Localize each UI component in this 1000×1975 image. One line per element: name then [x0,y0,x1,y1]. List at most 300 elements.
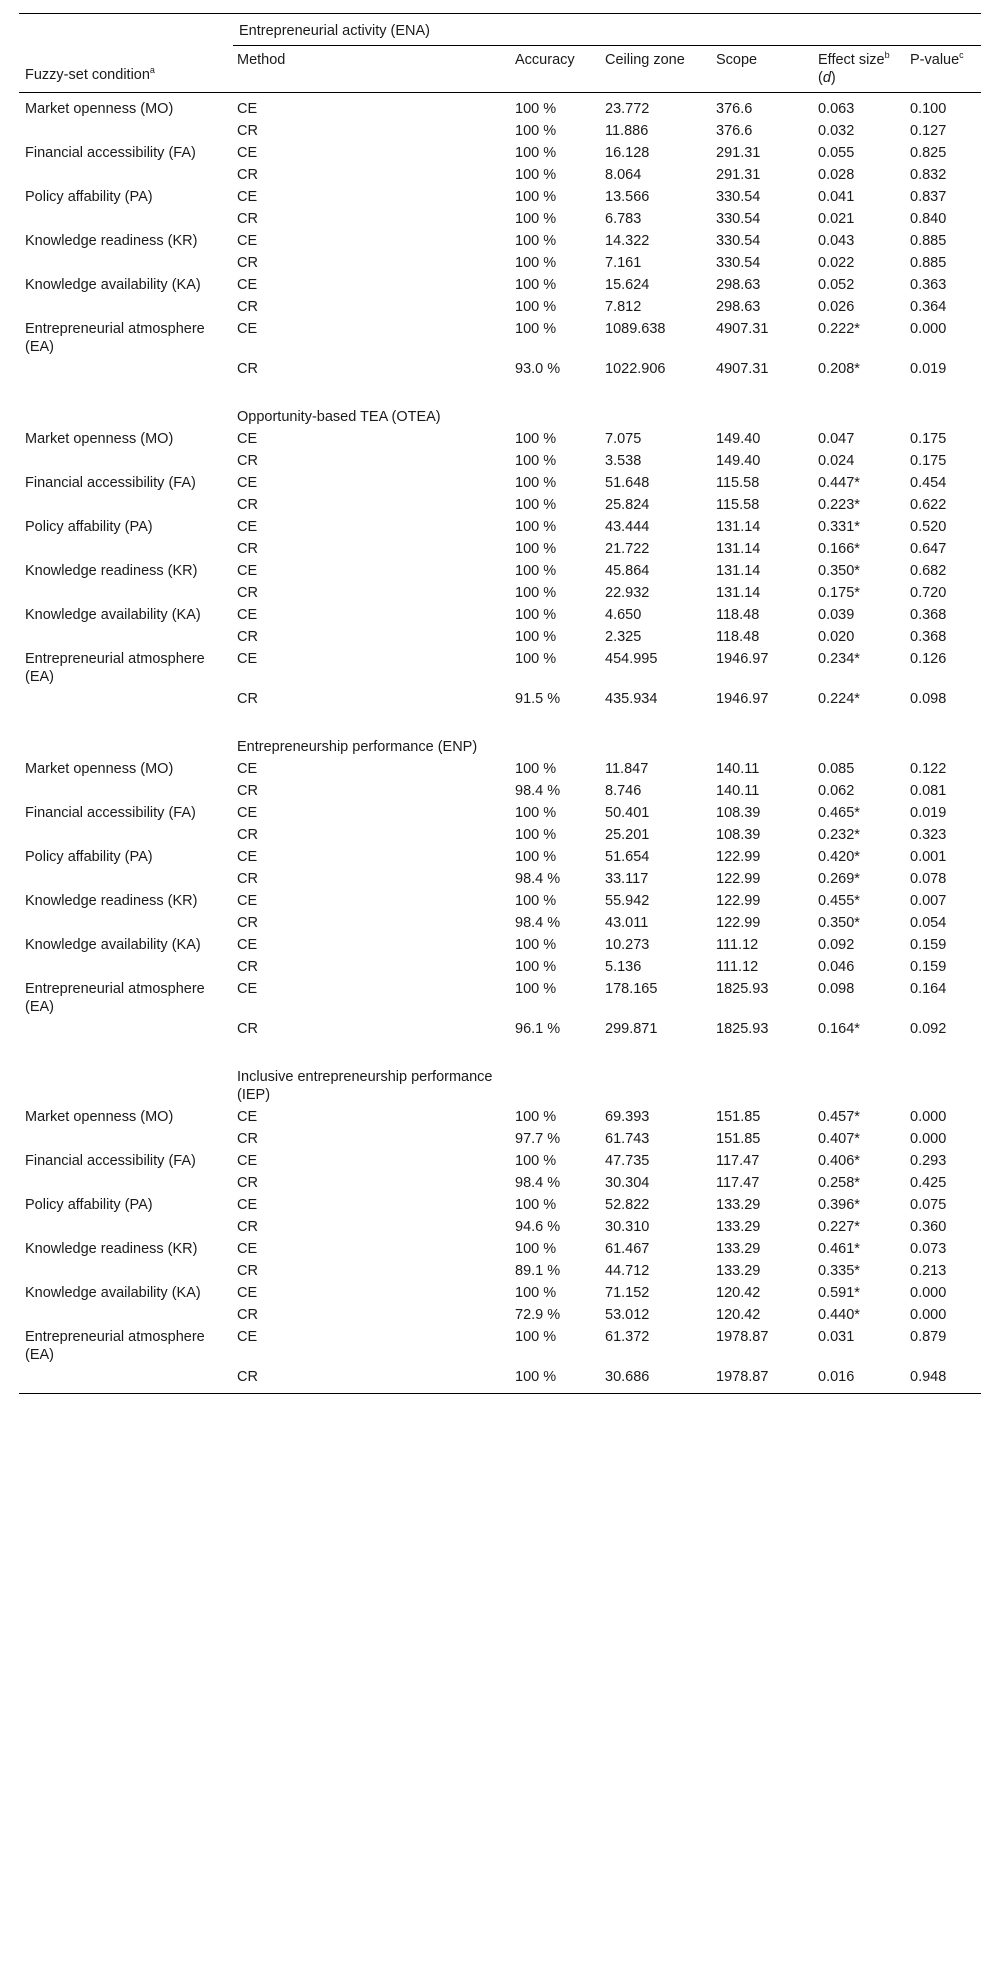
cell-method: CE [237,189,258,205]
cell-scope: 122.99 [716,893,761,909]
section-heading-blank [712,734,814,760]
cell-accuracy-text: 100 % [515,431,557,447]
cell-condition [19,254,233,276]
nca-results-table [19,13,981,1394]
cell-condition: Market openness (MO) [25,1109,174,1125]
table-row [19,584,981,606]
cell-effect-size: 0.269* [818,871,860,887]
cell-scope: 1825.93 [716,1021,769,1037]
section-heading-blank [906,404,981,430]
cell-ceiling-zone: 5.136 [605,959,642,975]
cell-accuracy-text: 100 % [515,497,557,513]
cell-accuracy-text: 97.7 % [515,1131,561,1147]
cell-accuracy [511,870,601,892]
table-row [19,1262,981,1284]
cell-accuracy [511,232,601,254]
cell-accuracy [511,914,601,936]
footnote-b-marker: b [884,50,890,60]
cell-condition: Entrepreneurial atmosphere (EA) [25,1329,205,1363]
cell-effect-size: 0.016 [814,1368,906,1394]
cell-p-value [906,826,981,848]
table-row [19,782,981,804]
section-heading-blank [814,734,906,760]
cell-condition: Knowledge readiness (KR) [25,893,198,909]
cell-p-value [906,1152,981,1174]
cell-effect-size: 0.063 [818,101,855,117]
cell-ceiling-zone: 61.467 [605,1241,650,1257]
cell-accuracy-text: 100 % [515,167,557,183]
cell-p-value [906,914,981,936]
cell-condition: Policy affability (PA) [25,849,153,865]
cell-ceiling-zone: 55.942 [605,893,650,909]
cell-effect-size: 0.175* [818,585,860,601]
cell-p-value-text: 0.019 [910,361,947,377]
cell-p-value [906,254,981,276]
cell-p-value [906,93,981,123]
cell-effect-size: 0.026 [818,299,855,315]
table-row [19,1152,981,1174]
cell-ceiling-zone: 7.161 [605,255,642,271]
nca-results-table-wrapper [19,13,981,1394]
cell-accuracy [511,562,601,584]
table-row [19,166,981,188]
cell-accuracy-text: 100 % [515,541,557,557]
cell-p-value [906,1262,981,1284]
cell-p-value [906,760,981,782]
cell-accuracy-text: 100 % [515,1197,557,1213]
cell-accuracy [511,804,601,826]
cell-condition: Market openness (MO) [25,101,174,117]
cell-ceiling-zone: 435.934 [605,691,658,707]
cell-condition: Financial accessibility (FA) [25,805,196,821]
cell-scope: 122.99 [716,849,761,865]
cell-accuracy-text: 100 % [515,607,557,623]
cell-accuracy-text: 100 % [515,827,557,843]
cell-p-value-text: 0.825 [910,145,947,161]
table-row [19,430,981,452]
cell-effect-size: 0.032 [818,123,855,139]
cell-condition [19,628,233,650]
cell-effect-size: 0.224* [818,691,860,707]
cell-scope: 1946.97 [716,651,769,667]
section-heading-blank [712,404,814,430]
cell-p-value-text: 0.000 [910,1285,947,1301]
cell-effect-size: 0.461* [818,1241,860,1257]
cell-p-value [906,496,981,518]
cell-condition [19,1368,233,1394]
cell-accuracy [511,540,601,562]
table-row [19,826,981,848]
table-row [19,452,981,474]
cell-p-value-text: 0.092 [910,1021,947,1037]
cell-ceiling-zone: 43.011 [605,915,649,931]
section-heading-blank [906,1064,981,1108]
cell-p-value [906,958,981,980]
cell-effect-size: 0.028 [818,167,855,183]
table-row [19,690,981,712]
cell-p-value [906,452,981,474]
cell-ceiling-zone: 69.393 [605,1109,650,1125]
cell-scope: 133.29 [716,1263,761,1279]
cell-accuracy [511,1306,601,1328]
cell-effect-size: 0.457* [818,1109,860,1125]
cell-p-value-text: 0.885 [910,233,947,249]
cell-method: CR [237,1021,258,1037]
cell-scope: 1946.97 [716,691,769,707]
table-row [19,1174,981,1196]
table-row [19,1196,981,1218]
cell-ceiling-zone: 61.372 [605,1329,650,1345]
cell-method: CR [237,299,258,315]
cell-method: CE [237,431,258,447]
table-row [19,232,981,254]
table-row [19,804,981,826]
cell-effect-size: 0.465* [818,805,860,821]
cell-accuracy [511,980,601,1020]
cell-condition [19,166,233,188]
cell-p-value-text: 0.081 [910,783,947,799]
cell-scope: 4907.31 [716,361,769,377]
cell-accuracy-text: 100 % [515,255,557,271]
cell-p-value [906,690,981,712]
cell-method: CR [237,1131,258,1147]
table-row [19,122,981,144]
cell-method: CE [237,1241,258,1257]
cell-method: CE [237,321,258,337]
cell-ceiling-zone: 10.273 [605,937,650,953]
cell-method: CR [237,123,258,139]
cell-p-value-text: 0.293 [910,1153,947,1169]
cell-condition [19,298,233,320]
cell-accuracy-text: 98.4 % [515,783,561,799]
cell-ceiling-zone: 23.772 [605,101,650,117]
cell-accuracy [511,122,601,144]
cell-accuracy [511,298,601,320]
cell-condition: Knowledge readiness (KR) [25,563,198,579]
table-row [19,144,981,166]
cell-p-value [906,1284,981,1306]
cell-scope: 330.54 [716,211,761,227]
cell-method: CR [237,915,258,931]
cell-p-value [906,1368,981,1394]
cell-p-value [906,1196,981,1218]
cell-ceiling-zone: 44.712 [605,1263,650,1279]
cell-condition: Knowledge availability (KA) [25,1285,201,1301]
cell-condition [19,1218,233,1240]
cell-ceiling-zone: 25.824 [605,497,650,513]
table-row [19,870,981,892]
cell-p-value [906,650,981,690]
cell-ceiling-zone: 13.566 [605,189,650,205]
cell-scope: 131.14 [716,585,761,601]
cell-accuracy-text: 100 % [515,321,557,337]
table-row [19,628,981,650]
cell-accuracy-text: 100 % [515,563,557,579]
cell-p-value [906,584,981,606]
cell-scope: 111.12 [716,937,759,953]
cell-condition [19,1306,233,1328]
header-condition-label: Fuzzy-set condition [25,67,150,83]
cell-p-value [906,1108,981,1130]
cell-accuracy [511,210,601,232]
cell-accuracy [511,892,601,914]
cell-accuracy-text: 100 % [515,189,557,205]
cell-p-value-text: 0.007 [910,893,947,909]
cell-accuracy-text: 72.9 % [515,1307,561,1323]
cell-p-value-text: 0.213 [910,1263,947,1279]
cell-condition [19,1020,233,1042]
cell-p-value-text: 0.122 [910,761,947,777]
cell-accuracy [511,254,601,276]
cell-accuracy-text: 100 % [515,937,557,953]
cell-accuracy-text: 100 % [515,981,557,997]
cell-p-value [906,1174,981,1196]
cell-accuracy-text: 100 % [515,1329,557,1345]
table-row [19,1306,981,1328]
cell-accuracy [511,606,601,628]
section-heading-blank [814,404,906,430]
cell-condition [19,1174,233,1196]
cell-method: CE [237,475,258,491]
cell-accuracy-text: 100 % [515,519,557,535]
table-row [19,210,981,232]
cell-p-value [906,210,981,232]
cell-effect-size: 0.591* [818,1285,860,1301]
cell-accuracy-text: 100 % [515,453,557,469]
cell-p-value-text: 0.000 [910,321,947,337]
cell-effect-size: 0.447* [818,475,860,491]
cell-condition [19,1130,233,1152]
cell-condition: Knowledge availability (KA) [25,937,201,953]
table-row [19,360,981,382]
table-row [19,1108,981,1130]
cell-p-value [906,474,981,496]
cell-effect-size: 0.227* [818,1219,860,1235]
section-heading-blank [19,404,233,430]
cell-p-value-text: 0.075 [910,1197,947,1213]
cell-method: CR [237,361,258,377]
section-heading-blank [601,1064,712,1108]
cell-accuracy [511,1218,601,1240]
cell-p-value-text: 0.885 [910,255,947,271]
cell-condition: Entrepreneurial atmosphere (EA) [25,321,205,355]
cell-effect-size: 0.052 [818,277,855,293]
cell-scope: 291.31 [716,167,761,183]
table-row [19,474,981,496]
cell-method: CE [237,981,258,997]
cell-ceiling-zone: 52.822 [605,1197,650,1213]
table-row [19,1368,981,1394]
cell-p-value [906,1328,981,1368]
cell-p-value [906,1020,981,1042]
cell-ceiling-zone: 7.812 [605,299,642,315]
cell-accuracy-text: 100 % [515,893,557,909]
cell-p-value-text: 0.127 [910,123,947,139]
cell-scope: 122.99 [716,915,761,931]
header-effect-d-open: ( [818,70,823,86]
cell-condition [19,540,233,562]
cell-effect-size: 0.098 [818,981,855,997]
cell-method: CE [237,1109,258,1125]
cell-scope: 330.54 [716,255,761,271]
cell-scope: 140.11 [716,783,760,799]
cell-accuracy-text: 100 % [515,1153,557,1169]
header-method: Method [237,52,286,68]
cell-method: CE [237,1329,258,1345]
header-effect-d-close: ) [830,70,836,86]
cell-p-value [906,298,981,320]
cell-p-value-text: 0.837 [910,189,947,205]
section-heading-row [19,1064,981,1108]
cell-p-value [906,144,981,166]
cell-effect-size: 0.055 [818,145,855,161]
cell-effect-size: 0.046 [818,959,855,975]
cell-method: CE [237,563,258,579]
cell-effect-size: 0.039 [818,607,855,623]
cell-condition: Entrepreneurial atmosphere (EA) [25,651,205,685]
cell-method: CR [237,629,258,645]
table-row [19,650,981,690]
table-row [19,848,981,870]
header-group-ena: Entrepreneurial activity (ENA) [233,14,981,46]
cell-effect-size: 0.047 [818,431,855,447]
section-heading-row [19,404,981,430]
cell-scope: 120.42 [716,1285,761,1301]
cell-method: CR [237,1219,258,1235]
cell-effect-size: 0.455* [818,893,860,909]
cell-accuracy [511,782,601,804]
cell-effect-size: 0.440* [818,1307,860,1323]
cell-p-value-text: 0.175 [910,431,947,447]
cell-condition: Financial accessibility (FA) [25,1153,196,1169]
cell-scope: 1978.87 [716,1329,769,1345]
cell-accuracy-text: 100 % [515,475,557,491]
cell-accuracy-text: 100 % [515,211,557,227]
cell-method: CR [237,1175,258,1191]
cell-ceiling-zone: 25.201 [605,827,650,843]
spacer-cell [19,1042,981,1064]
cell-ceiling-zone: 8.064 [605,167,642,183]
cell-accuracy-text: 89.1 % [515,1263,561,1279]
cell-p-value-text: 0.100 [910,101,947,117]
cell-p-value-text: 0.000 [910,1307,947,1323]
cell-ceiling-zone: 51.654 [605,849,650,865]
cell-p-value-text: 0.019 [910,805,947,821]
cell-p-value [906,1130,981,1152]
cell-p-value-text: 0.098 [910,691,947,707]
spacer-cell [19,382,981,404]
cell-ceiling-zone: 178.165 [605,981,658,997]
cell-condition [19,1262,233,1284]
cell-accuracy-text: 98.4 % [515,1175,561,1191]
cell-ceiling-zone: 43.444 [605,519,650,535]
table-row [19,606,981,628]
cell-method: CR [237,585,258,601]
cell-accuracy-text: 100 % [515,1369,557,1385]
cell-p-value [906,606,981,628]
cell-accuracy-text: 100 % [515,145,557,161]
cell-p-value [906,540,981,562]
cell-effect-size: 0.232* [818,827,860,843]
cell-scope: 108.39 [716,805,761,821]
table-row [19,298,981,320]
cell-method: CE [237,849,258,865]
cell-method: CR [237,1263,258,1279]
cell-accuracy-text: 96.1 % [515,1021,561,1037]
cell-ceiling-zone: 16.128 [605,145,650,161]
cell-accuracy [511,276,601,298]
cell-method: CR [237,1307,258,1323]
cell-condition: Entrepreneurial atmosphere (EA) [25,981,205,1015]
cell-effect-size: 0.043 [818,233,855,249]
cell-scope: 149.40 [716,431,761,447]
section-heading-blank [601,404,712,430]
cell-scope: 4907.31 [716,321,769,337]
cell-accuracy-text: 100 % [515,1109,557,1125]
footnote-a-marker: a [149,65,155,75]
cell-scope: 298.63 [716,299,761,315]
cell-accuracy [511,650,601,690]
cell-p-value [906,360,981,382]
cell-ceiling-zone: 30.686 [601,1368,712,1394]
section-spacer [19,1042,981,1064]
section-spacer [19,712,981,734]
cell-method: CE [237,101,258,117]
cell-accuracy [511,1262,601,1284]
cell-effect-size: 0.062 [818,783,855,799]
cell-accuracy-text: 100 % [515,101,557,117]
cell-p-value [906,188,981,210]
header-accuracy: Accuracy [515,52,575,68]
cell-p-value-text: 0.454 [910,475,947,491]
cell-scope: 117.47 [716,1153,760,1169]
cell-scope: 1978.87 [712,1368,814,1394]
header-effect-size [814,46,906,93]
cell-effect-size: 0.420* [818,849,860,865]
cell-effect-size: 0.021 [818,211,855,227]
cell-p-value [906,562,981,584]
cell-p-value-text: 0.840 [910,211,947,227]
cell-method: CR [237,871,258,887]
cell-condition: Policy affability (PA) [25,519,153,535]
cell-p-value-text: 0.720 [910,585,947,601]
cell-p-value [906,936,981,958]
cell-accuracy-text: 98.4 % [515,915,561,931]
cell-p-value [906,804,981,826]
cell-accuracy [511,1152,601,1174]
cell-p-value [906,782,981,804]
cell-condition [19,496,233,518]
section-heading-blank [814,1064,906,1108]
cell-scope: 120.42 [716,1307,761,1323]
cell-method: CR [237,691,258,707]
cell-condition: Financial accessibility (FA) [25,475,196,491]
cell-effect-size: 0.022 [818,255,855,271]
header-p-value-label: P-value [910,52,960,68]
cell-ceiling-zone: 22.932 [605,585,650,601]
cell-effect-size: 0.223* [818,497,860,513]
section-heading-blank [906,734,981,760]
cell-effect-size: 0.258* [818,1175,860,1191]
cell-p-value-text: 0.364 [910,299,947,315]
cell-p-value [906,870,981,892]
cell-method: CE [237,937,258,953]
cell-ceiling-zone: 47.735 [605,1153,650,1169]
cell-ceiling-zone: 11.886 [605,123,649,139]
cell-ceiling-zone: 299.871 [605,1021,658,1037]
cell-accuracy-text: 91.5 % [515,691,561,707]
cell-accuracy-text: 100 % [515,1241,557,1257]
